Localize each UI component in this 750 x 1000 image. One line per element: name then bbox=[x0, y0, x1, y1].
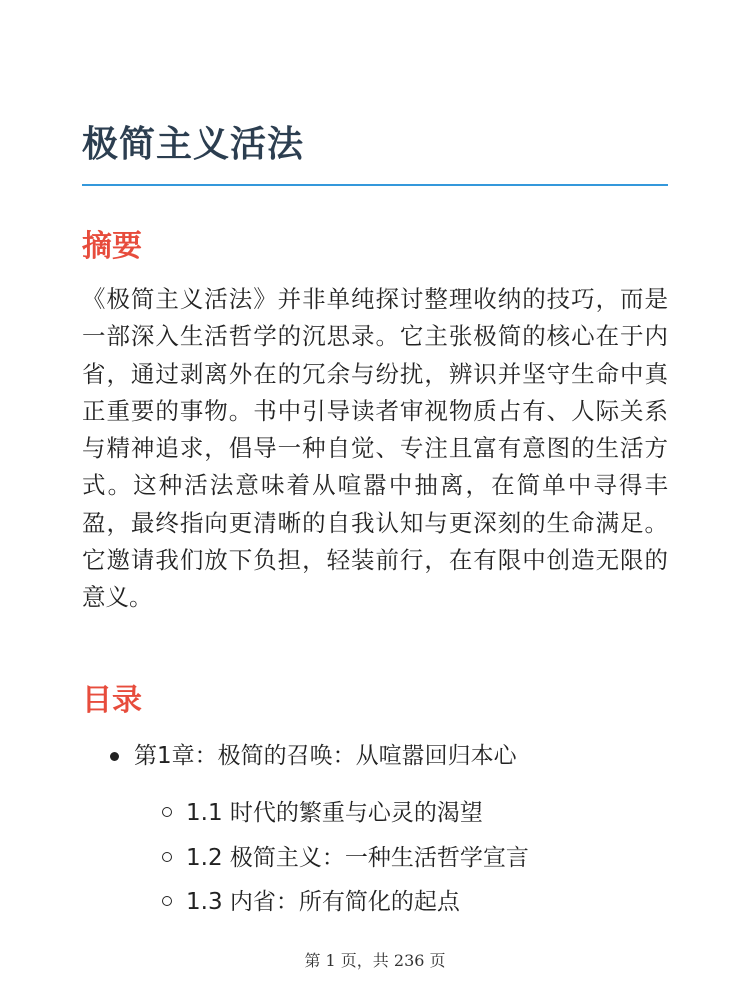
bullet-disc-icon bbox=[110, 752, 119, 761]
title-divider bbox=[82, 184, 668, 186]
summary-paragraph: 《极简主义活法》并非单纯探讨整理收纳的技巧，而是一部深入生活哲学的沉思录。它主张极简的核心在于内省，通过剥离外在的冗余与纷扰，辨识并坚守生命中真正重要的事物。书中引导读者审视物质占有、人际关系与精神追求，倡导一种自觉、专注且富有意图的生活方式。这种活法意味着从喧嚣中抽离，在简单中寻得丰盈，最终指向更清晰的自我认知与更深刻的生命满足。它邀请我们放下负担，轻装前行，在有限中创造无限的意义。 bbox=[82, 285, 668, 612]
toc-section-item bbox=[162, 884, 460, 920]
toc-heading: 目录 bbox=[82, 683, 142, 718]
toc-section-label: 1.2 极简主义：一种生活哲学宣言 bbox=[186, 845, 529, 871]
bullet-circle-icon bbox=[162, 896, 172, 906]
bullet-circle-icon bbox=[162, 807, 172, 817]
toc-chapter-item: 第1章：极简的召唤：从喧嚣回归本心 bbox=[134, 743, 517, 769]
toc-section-item bbox=[162, 840, 529, 876]
summary-heading: 摘要 bbox=[82, 229, 142, 264]
bullet-circle-icon bbox=[162, 852, 172, 862]
toc-section-item bbox=[162, 795, 483, 831]
page-number-footer: 第 1 页，共 236 页 bbox=[304, 951, 446, 970]
page-title: 极简主义活法 bbox=[82, 124, 305, 165]
toc-section-label: 1.3 内省：所有简化的起点 bbox=[186, 889, 460, 915]
toc-section-label: 1.1 时代的繁重与心灵的渴望 bbox=[186, 800, 483, 826]
